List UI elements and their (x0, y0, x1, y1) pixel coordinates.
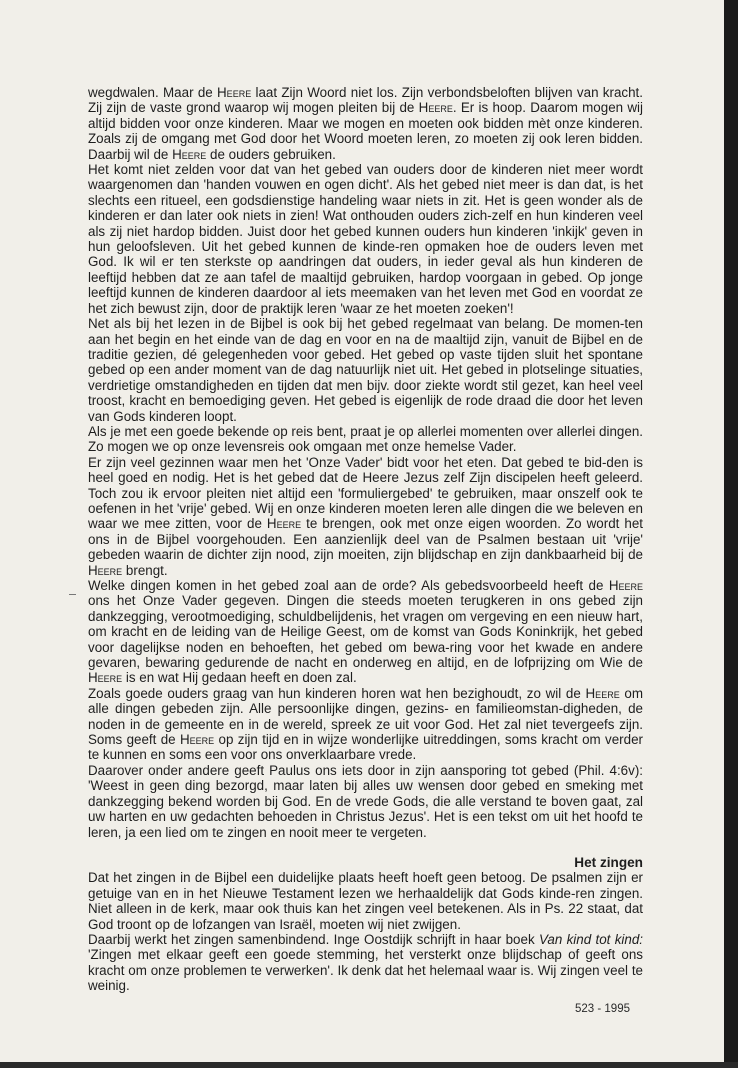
text-run: Daarover onder andere geeft Paulus ons iets door in zijn aansporing tot gebed (Phil. 4:6v): 'Weest in geen ding bezorgd, maar laten bij alles uw wensen door gebed en smeking met dankzegging bekend worden bij God. En de vrede Gods, die alle verstand te boven gaat, zal uw harten en uw gedachten behoeden in Christus Jezus'. Het is een tekst om uit het hoofd te leren, ja een lied om te zingen en nooit meer te vergeten. (88, 762, 643, 840)
singing-section (88, 870, 643, 993)
paragraph (88, 162, 643, 316)
margin-mark (69, 594, 76, 595)
scan-edge-bottom (0, 1062, 738, 1068)
text-run: op zijn tijd en in wijze wonderlijke uitreddingen, soms kracht om verder te kunnen en soms een voor ons onverklaarbare vrede. (88, 732, 643, 763)
small-caps-word: Heere (172, 146, 207, 162)
text-run: Daarbij werkt het zingen samenbindend. Inge Oostdijk schrijft in haar boek (88, 931, 539, 947)
book-title: Van kind tot kind: (538, 931, 643, 947)
text-run: wegdwalen. Maar de (88, 85, 218, 100)
text-run: is en wat Hij gedaan heeft en doen zal. (122, 670, 357, 686)
page-number: 523 - 1995 (575, 1003, 630, 1015)
text-run: Als je met een goede bekende op reis bent, praat je op allerlei momenten over allerlei dingen. Zo mogen we op onze levensreis ook omgaan met onze hemelse Vader. (88, 423, 643, 455)
paragraph (88, 870, 643, 932)
text-run: . Er is hoop. Daarom mogen wij altijd bidden voor onze kinderen. Maar we mogen en moeten ook bidden mèt onze kinderen. Zoals zij de omgang met God door het Woord moeten leren, zo moeten zij ook leren bidden. Daarbij wil de (88, 100, 643, 162)
text-run: de ouders gebruiken. (206, 146, 336, 162)
paragraph (88, 763, 643, 840)
text-run: Zoals goede ouders graag van hun kinderen horen wat hen bezighoudt, zo wil de (88, 685, 586, 701)
text-run: 'Zingen met elkaar geeft een goede stemming, het versterkt onze blijdschap of geeft ons kracht om onze problemen te verwerken'. Ik denk dat het helemaal waar is. Wij zingen veel te weinig. (88, 947, 643, 994)
text-run: brengt. (122, 562, 168, 578)
paragraph (88, 578, 643, 686)
small-caps-word: Heere (608, 578, 643, 593)
text-run: om alle dingen gebeden zijn. Alle persoonlijke dingen, gezins- en familieomstan-digheden, de noden in de gemeente en in de wereld, spreek ze uit voor God. Het zal niet tevergeefs zijn. Soms geeft de (88, 685, 643, 748)
text-run: Er zijn veel gezinnen waar men het 'Onze Vader' bidt voor het eten. Dat gebed te bid-den is heel goed en nodig. Het is het gebed dat de Heere Jezus zelf Zijn discipelen heeft geleerd. Toch zou ik ervoor pleiten niet altijd een 'formuliergebed' te gebruiken, maar onszelf ook te oefenen in het 'vrije' gebed. Wij en onze kinderen moeten leren alle dingen die we beleven en waar we mee zitten, voor de (88, 454, 643, 532)
paragraph (88, 932, 643, 994)
article-body (88, 85, 643, 994)
paragraph (88, 316, 643, 424)
small-caps-word: Heere (88, 670, 123, 686)
prayer-section (88, 85, 643, 840)
small-caps-word: Heere (217, 85, 252, 100)
small-caps-word: Heere (179, 732, 215, 748)
text-run: te brengen, ook met onze eigen woorden. Zo wordt het ons in de Bijbel voorgehouden. Een aanzienlijk deel van de Psalmen bestaan uit 'vrije' gebeden waarin de dichter zijn nood, zijn moeiten, zijn blijdschap en zijn dankbaarheid bij de (88, 516, 643, 563)
paragraph (88, 455, 643, 578)
small-caps-word: Heere (266, 516, 302, 532)
section-heading: Het zingen (574, 854, 643, 870)
text-run: Het komt niet zelden voor dat van het gebed van ouders door de kinderen niet meer wordt waargenomen dan 'handen vouwen en ogen dicht'. Als het gebed niet meer is dan dat, is het slechts een ritueel, een godsdienstige handeling waar niets in zit. Het is geen wonder als de kinderen er dan later ook niets in zien! Wat onthouden ouders zich-zelf en hun kinderen veel als zij niet hardop bidden. Juist door het gebed kunnen ouders hun kinderen 'inkijk' geven in hun geloofsleven. Uit het gebed kunnen de kinde-ren opmaken hoe de ouders leven met God. Ik wil er ten sterkste op aandringen dat ouders, in ieder geval als hun kinderen de leeftijd hebben dat ze aan tafel de maaltijd gebruiken, hardop voorgaan in gebed. Op jonge leeftijd kunnen de kinderen daardoor al iets meemaken van het leven met God en voordat ze het zich bewust zijn, door de praktijk leren 'waar ze het moeten zoeken'! (88, 162, 643, 316)
small-caps-word: Heere (585, 685, 620, 701)
text-run: Net als bij het lezen in de Bijbel is ook bij het gebed regelmaat van belang. De momen-ten aan het begin en het einde van de dag en voor en na de maaltijd zijn, vanuit de Bijbel en de traditie gezien, dé gelegenheden voor gebed. Het gebed op vaste tijden sluit het spontane gebed op een ander moment van de dag natuurlijk niet uit. Het gebed in plotselinge situaties, verdrietige omstandigheden en tijden dat men bijv. door ziekte wordt stil gezet, kan heel veel troost, kracht en bemoediging geven. Het gebed is eigenlijk de rode draad die door het leven van Gods kinderen loopt. (88, 316, 643, 424)
text-run: ons het Onze Vader gegeven. Dingen die steeds moeten terugkeren in ons gebed zijn dankzegging, verootmoediging, schuldbelijdenis, het vragen om vergeving en een nieuw hart, om kracht en de leiding van de Heilige Geest, om de komst van Gods Koninkrijk, het gebed voor dagelijkse noden en behoeften, het gebed om bewa-ring voor het kwade en andere gevaren, bewaring gedurende de nacht en onderweg en altijd, en de lofprijzing om Wie de (88, 593, 643, 671)
text-run: laat Zijn Woord niet los. Zijn verbondsbeloften blijven van kracht. Zij zijn de vaste grond waarop wij mogen pleiten bij de (88, 85, 643, 116)
paragraph (88, 686, 643, 763)
small-caps-word: Heere (418, 100, 453, 116)
paragraph (88, 85, 643, 162)
text-run: Welke dingen komen in het gebed zoal aan de orde? Als gebedsvoorbeeld heeft de (88, 578, 609, 593)
paragraph (88, 424, 643, 455)
scan-edge-right (724, 0, 738, 1068)
text-run: Dat het zingen in de Bijbel een duidelijke plaats heeft hoeft geen betoog. De psalmen zijn er getuige van en in het Nieuwe Testament lezen we herhaaldelijk dat Gods kinde-ren zingen. Niet alleen in de kerk, maar ook thuis kan het zingen veel betekenen. Als in Ps. 22 staat, dat God troont op de lofzangen van Israël, moeten wij niet zwijgen. (88, 870, 643, 932)
small-caps-word: Heere (88, 562, 123, 578)
